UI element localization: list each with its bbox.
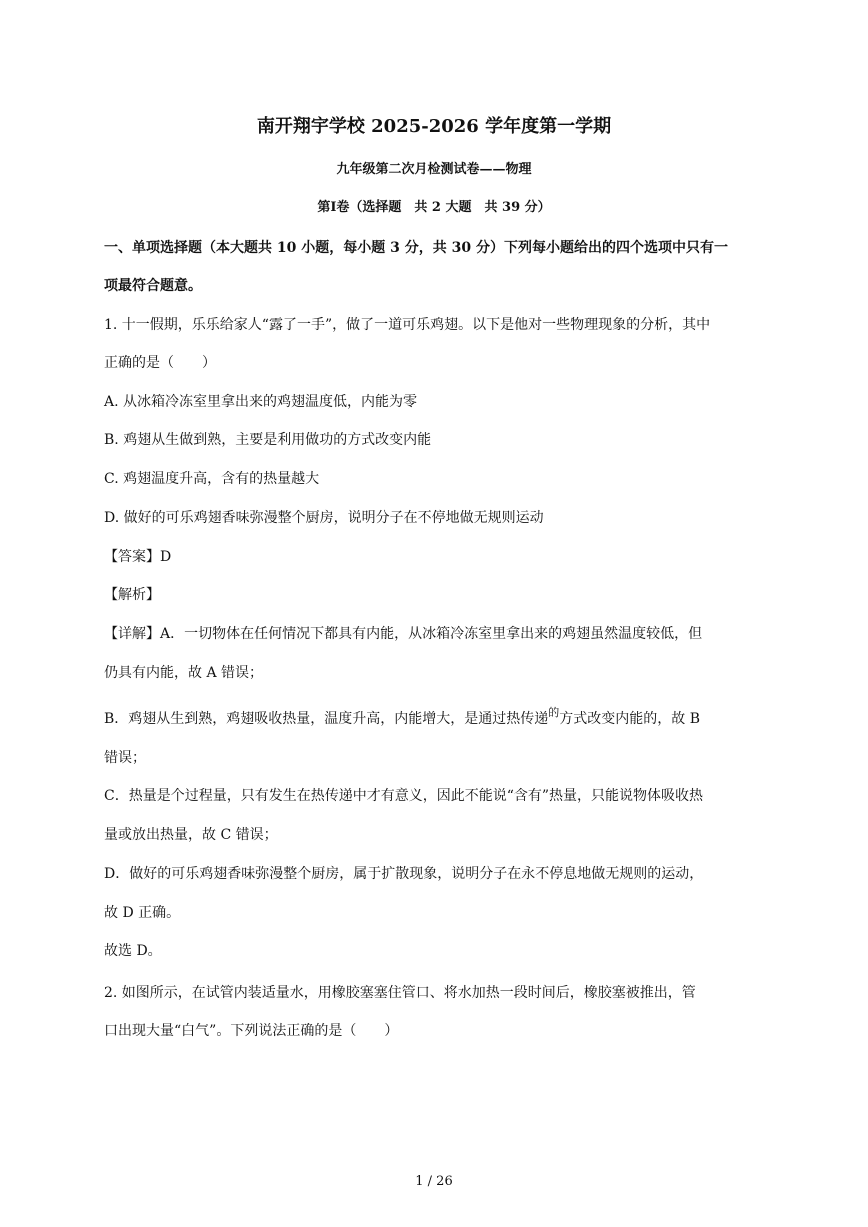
q2-stem-line2: 口出现大量“白气”。下列说法正确的是（ ） xyxy=(104,1023,399,1039)
exam-subtitle: 九年级第二次月检测试卷——物理 xyxy=(336,162,532,177)
part1-instruction-line1: 一、单项选择题（本大题共 10 小题，每小题 3 分，共 30 分）下列每小题给出的四个选项中只有一 xyxy=(104,240,728,256)
q1-detail-b-line2: 错误； xyxy=(104,750,146,766)
section-heading: 第Ⅰ卷（选择题 共 2 大题 共 39 分） xyxy=(317,200,551,215)
q1-detail-d-line2: 故 D 正确。 xyxy=(104,905,181,921)
q1-stem-line2: 正确的是（ ） xyxy=(104,355,216,371)
page-number: 1 / 26 xyxy=(415,1174,453,1189)
q1-detail-b-part2: 方式改变内能的，故 B xyxy=(559,711,701,727)
q1-detail-b-part1: B．鸡翅从生到熟，鸡翅吸收热量，温度升高，内能增大，是通过热传递 xyxy=(104,711,549,727)
q1-detail-b-line1 xyxy=(104,706,764,730)
q1-option-a: A. 从冰箱冷冻室里拿出来的鸡翅温度低，内能为零 xyxy=(104,394,418,410)
exam-title: 南开翔宇学校 2025-2026 学年度第一学期 xyxy=(256,116,612,137)
q1-detail-a-line2: 仍具有内能，故 A 错误； xyxy=(104,665,264,681)
part1-instruction-line2: 项最符合题意。 xyxy=(104,278,202,294)
q1-analysis-label: 【解析】 xyxy=(104,587,160,603)
q1-answer: 【答案】D xyxy=(104,549,172,565)
q1-option-c: C. 鸡翅温度升高，含有的热量越大 xyxy=(104,471,320,487)
q1-conclusion: 故选 D。 xyxy=(104,943,162,959)
q1-detail-c-line1: C．热量是个过程量，只有发生在热传递中才有意义，因此不能说“含有”热量，只能说物体吸收热 xyxy=(104,788,704,804)
q1-stem-line1: 1. 十一假期，乐乐给家人“露了一手”，做了一道可乐鸡翅。以下是他对一些物理现象的分析，其中 xyxy=(104,317,711,333)
q1-option-b: B. 鸡翅从生做到熟，主要是利用做功的方式改变内能 xyxy=(104,432,432,448)
q1-detail-a-line1: 【详解】A．一切物体在任何情况下都具有内能，从冰箱冷冻室里拿出来的鸡翅虽然温度较低，但 xyxy=(104,626,703,642)
q2-stem-line1: 2. 如图所示，在试管内装适量水，用橡胶塞塞住管口、将水加热一段时间后，橡胶塞被推出，管 xyxy=(104,985,696,1001)
q1-detail-d-line1: D．做好的可乐鸡翅香味弥漫整个厨房，属于扩散现象，说明分子在永不停息地做无规则的运动， xyxy=(104,866,704,882)
q1-option-d: D. 做好的可乐鸡翅香味弥漫整个厨房，说明分子在不停地做无规则运动 xyxy=(104,510,544,526)
q1-detail-b-superscript: 的 xyxy=(548,706,560,719)
q1-detail-c-line2: 量或放出热量，故 C 错误； xyxy=(104,827,278,843)
